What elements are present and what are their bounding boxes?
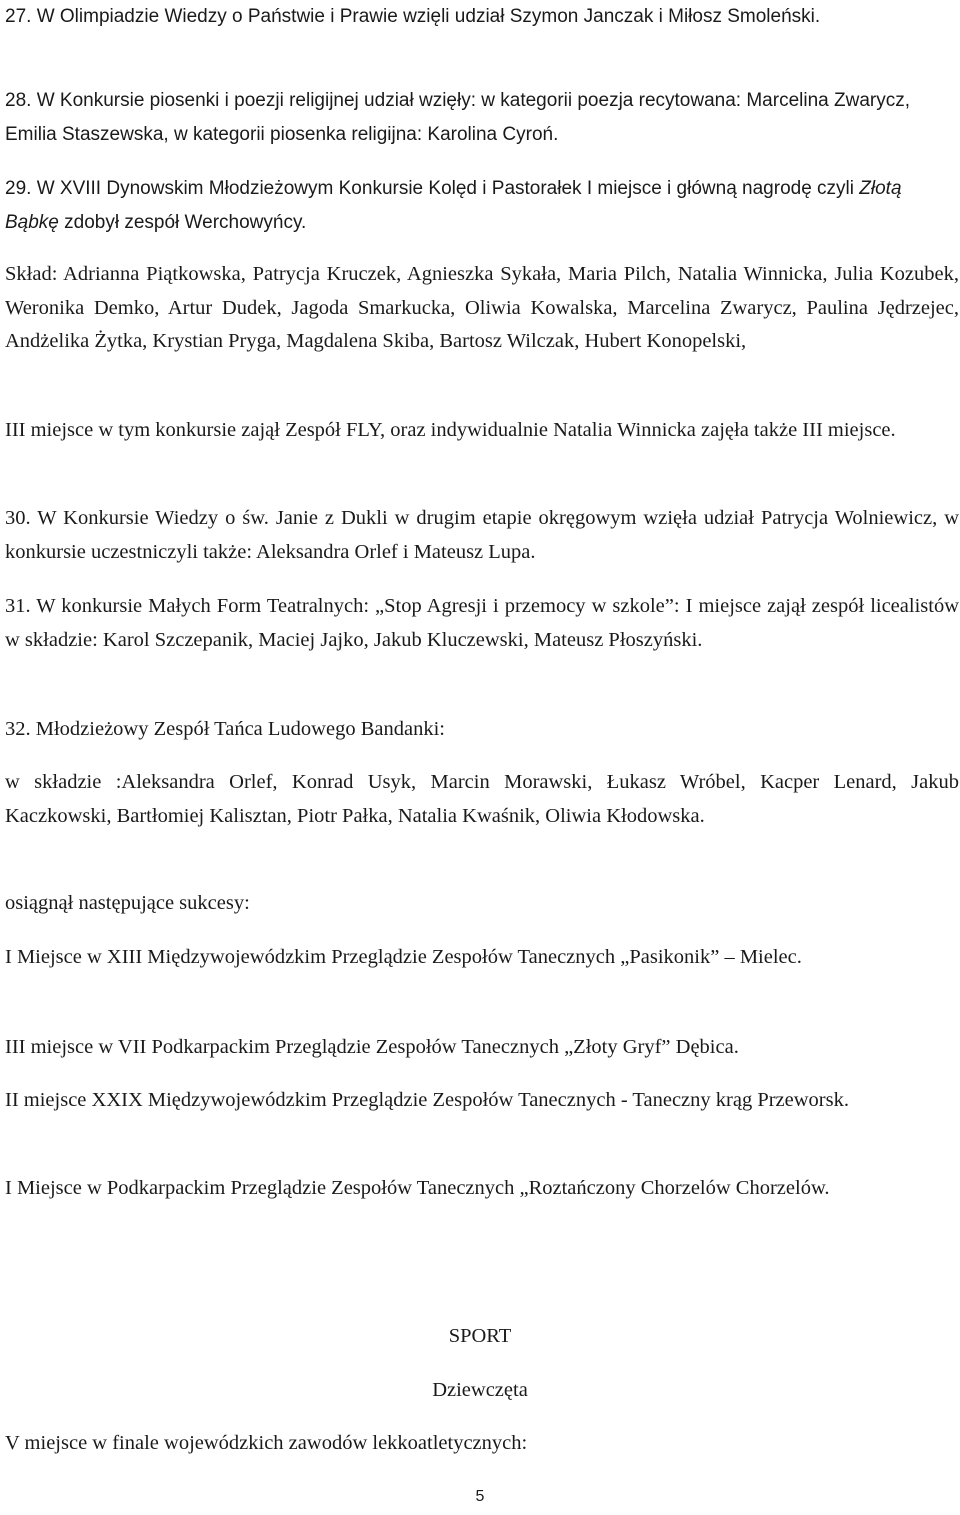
paragraph-31: 31. W konkursie Małych Form Teatralnych: „Stop Agresji i przemocy w szkole”: I miejsce zajął zespół licealistów w składzie: Karol Szczepanik, Maciej Jajko, Jakub Kluczewski, Mateusz Płoszyński.	[5, 595, 959, 651]
page-number: 5	[475, 1488, 485, 1505]
success-item-1: I Miejsce w XIII Międzywojewódzkim Przeglądzie Zespołów Tanecznych „Pasikonik” – Mielec.	[5, 946, 802, 968]
paragraph-29-text-a: 29. W XVIII Dynowskim Młodzieżowym Konkursie Kolęd i Pastorałek I miejsce i główną nagrodę czyli	[5, 178, 860, 199]
section-heading-sport: SPORT	[448, 1325, 512, 1347]
paragraph-sklad: Skład: Adrianna Piątkowska, Patrycja Kruczek, Agnieszka Sykała, Maria Pilch, Natalia Winnicka, Julia Kozubek, Weronika Demko, Artur Dudek, Jagoda Smarkucka, Oliwia Kowalska, Marcelina Zwarycz, Paulina Jędrzejec, Andżelika Żytka, Krystian Pryga, Magdalena Skiba, Bartosz Wilczak, Hubert Konopelski,	[5, 263, 959, 352]
paragraph-osiagnal: osiągnął następujące sukcesy:	[5, 892, 250, 914]
paragraph-29-italic: Złotą Bąbkę	[5, 178, 902, 233]
paragraph-v-miejsce: V miejsce w finale wojewódzkich zawodów lekkoatletycznych:	[5, 1432, 528, 1454]
success-item-3: II miejsce XXIX Międzywojewódzkim Przeglądzie Zespołów Tanecznych - Taneczny krąg Przeworsk.	[5, 1089, 849, 1111]
paragraph-29	[5, 172, 959, 239]
success-item-4: I Miejsce w Podkarpackim Przeglądzie Zespołów Tanecznych „Roztańczony Chorzelów Chorzelów.	[5, 1177, 830, 1199]
paragraph-iii-miejsce-fly: III miejsce w tym konkursie zajął Zespół FLY, oraz indywidualnie Natalia Winnicka zajęła także III miejsce.	[5, 419, 896, 441]
paragraph-32: 32. Młodzieżowy Zespół Tańca Ludowego Bandanki:	[5, 718, 445, 740]
success-item-2: III miejsce w VII Podkarpackim Przeglądzie Zespołów Tanecznych „Złoty Gryf” Dębica.	[5, 1036, 739, 1058]
paragraph-28: 28. W Konkursie piosenki i poezji religijnej udział wzięły: w kategorii poezja recytowana: Marcelina Zwarycz, Emilia Staszewska, w kategorii piosenka religijna: Karolina Cyroń.	[5, 90, 910, 145]
paragraph-bandanki-sklad: w składzie :Aleksandra Orlef, Konrad Usyk, Marcin Morawski, Łukasz Wróbel, Kacper Lenard, Jakub Kaczkowski, Bartłomiej Kalisztan, Piotr Pałka, Natalia Kwaśnik, Oliwia Kłodowska.	[5, 771, 959, 827]
paragraph-29-text-b: zdobył zespół Werchowyńcy.	[58, 211, 307, 233]
paragraph-27: 27. W Olimpiadzie Wiedzy o Państwie i Prawie wzięli udział Szymon Janczak i Miłosz Smoleński.	[5, 6, 821, 27]
subheading-dziewczeta: Dziewczęta	[432, 1379, 528, 1401]
paragraph-30: 30. W Konkursie Wiedzy o św. Janie z Dukli w drugim etapie okręgowym wzięła udział Patrycja Wolniewicz, w konkursie uczestniczyli także: Aleksandra Orlef i Mateusz Lupa.	[5, 507, 959, 563]
